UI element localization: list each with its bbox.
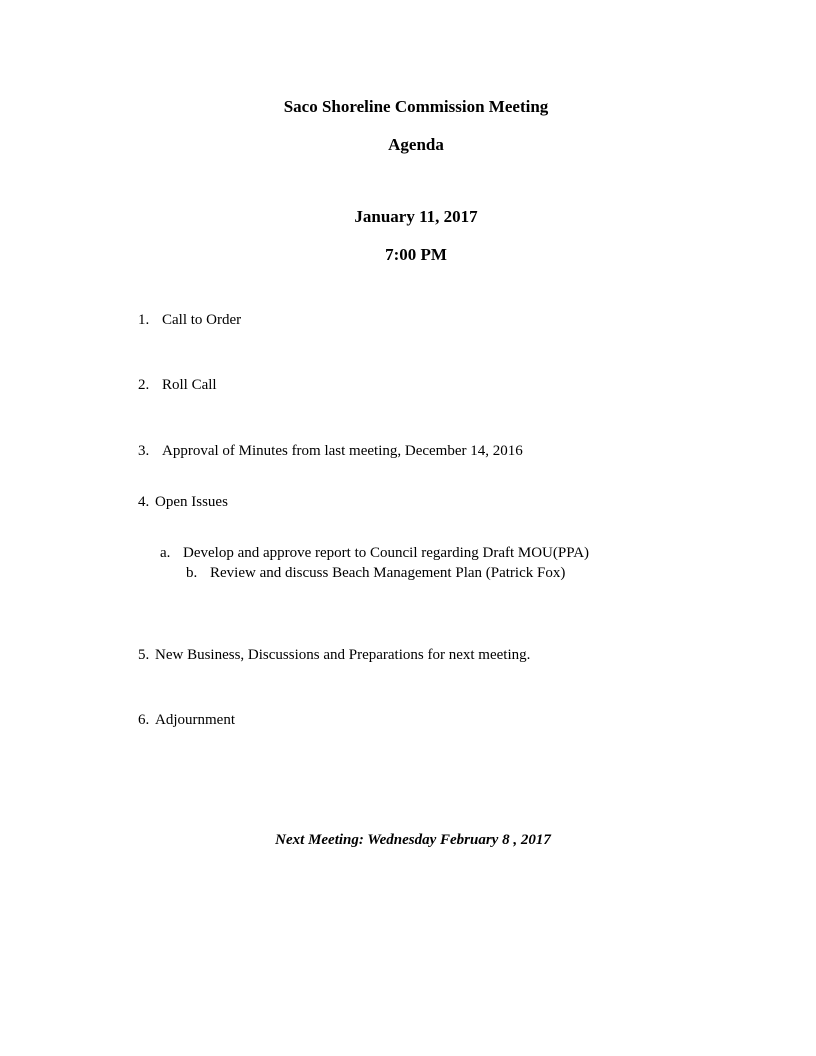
agenda-item-adjournment <box>138 711 235 729</box>
agenda-item-label: Adjournment <box>155 712 235 728</box>
agenda-item-label: Develop and approve report to Council regarding Draft MOU(PPA) <box>183 545 590 561</box>
meeting-time: 7:00 PM <box>385 245 447 264</box>
agenda-item-number: 6. <box>138 712 150 728</box>
agenda-item-number: 5. <box>138 647 150 663</box>
agenda-item-label: Review and discuss Beach Management Plan (Patrick Fox) <box>210 565 566 581</box>
agenda-item-number: a. <box>160 545 171 561</box>
agenda-item-number: 1. <box>138 312 150 328</box>
agenda-item-call-to-order <box>138 311 241 329</box>
next-meeting-note: Next Meeting: Wednesday February 8 , 2017 <box>275 832 551 848</box>
agenda-subitem-draft-mou <box>160 544 589 562</box>
agenda-item-label: New Business, Discussions and Preparations for next meeting. <box>155 647 531 663</box>
agenda-item-approval-of-minutes <box>138 442 523 460</box>
agenda-item-label: Open Issues <box>155 494 228 510</box>
agenda-item-number: b. <box>186 565 198 581</box>
agenda-item-label: Call to Order <box>162 312 242 328</box>
agenda-item-roll-call <box>138 376 217 394</box>
document-subtitle: Agenda <box>388 135 444 154</box>
agenda-item-new-business <box>138 646 530 664</box>
document-title: Saco Shoreline Commission Meeting <box>283 97 549 116</box>
agenda-item-number: 2. <box>138 377 150 393</box>
agenda-item-number: 4. <box>138 494 150 510</box>
agenda-subitem-beach-management-plan <box>186 564 565 582</box>
meeting-date: January 11, 2017 <box>354 207 478 226</box>
agenda-item-open-issues <box>138 493 228 511</box>
agenda-item-label: Roll Call <box>162 377 217 393</box>
agenda-item-number: 3. <box>138 443 150 459</box>
agenda-item-label: Approval of Minutes from last meeting, December 14, 2016 <box>162 443 523 459</box>
